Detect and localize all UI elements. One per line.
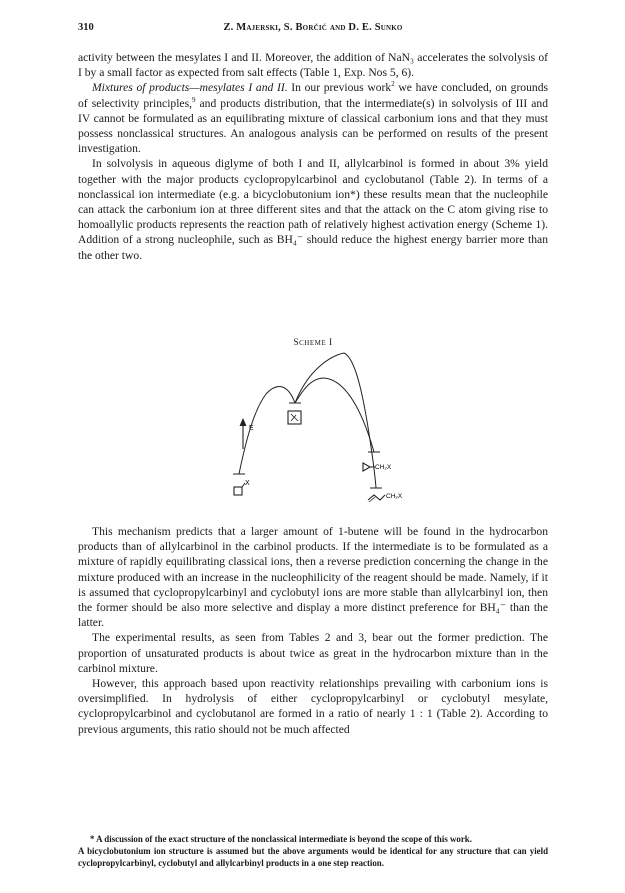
paragraph-2-text-c: and products distribution, that the intermediate(s) in solvolysis of III and IV cannot be formulated as an equilibrating mixture of classical carbonium ions and that they must possess nonclassical structures. An analogous analysis can be performed on results of the present investigation.	[78, 96, 548, 156]
energy-axis-label: E	[249, 425, 254, 432]
footnote-1: * A discussion of the exact structure of the nonclassical intermediate is beyond the scope of this work.	[90, 834, 472, 844]
footnotes	[78, 833, 548, 870]
barrier-curve-allylcarbinyl	[295, 353, 376, 488]
reference-2: 2	[391, 80, 395, 89]
page-number: 310	[78, 22, 94, 33]
section-heading: Mixtures of products—mesylates I and II.	[92, 81, 288, 95]
barrier-curve-cyclobutyl	[239, 387, 295, 474]
energy-axis-arrowhead	[240, 418, 247, 426]
paragraph-1: activity between the mesylates I and II. Moreover, the addition of NaN₃ accelerates the solvolysis of I by a small factor as expected from salt effects (Table 1, Exp. Nos 5, 6).	[78, 51, 548, 80]
paragraph-2	[78, 80, 548, 156]
footnote-2: A bicyclobutonium ion structure is assumed but the above arguments would be identical for any structure that can yield cyclopropylcarbinyl, cyclobutyl and allylcarbinyl products in a one step reaction.	[78, 846, 548, 869]
paragraph-3: In solvolysis in aqueous diglyme of both I and II, allylcarbinol is formed in about 3% yield together with the major products cyclopropylcarbinol and cyclobutanol (Table 2). In terms of a nonclassical ion intermediate (e.g. a bicyclobutonium ion*) these results mean that the nucleophile can attack the carbonium ion at three different sites and that the attack on the C atom giving rise to homoallylic products represents the reaction path of relatively highest activation energy (Scheme 1). Addition of a strong nucleophile, such as BH₄⁻ should reduce the highest energy barrier more than the other two.	[78, 157, 548, 262]
running-head: Z. Majerski, S. Borčić and D. E. Sunko	[223, 22, 403, 33]
reference-9: 9	[192, 95, 196, 104]
paragraph-2-text-b: we have concluded, on grounds of selectivity principles,	[78, 81, 548, 110]
paragraph-5: The experimental results, as seen from Tables 2 and 3, bear out the former prediction. The proportion of unsaturated products is about twice as great in the hydrocarbon mixture than in the carbinol mixture.	[78, 631, 548, 675]
barrier-curve-cyclopropylcarbinyl	[295, 378, 374, 452]
paragraph-4: This mechanism predicts that a larger amount of 1-butene will be found in the hydrocarbon products than of allylcarbinol in the carbinol products. If the intermediate is to be formulated as a mixture of rapidly equilibrating classical ions, then a reverse prediction concerning the change in the mixture produced with an increase in the nucleophilicity of the reagent should be made. Namely, if it is assumed that cyclopropylcarbinyl and cyclobutyl ions are more stable than allylcarbinyl ion, then the former should be also more selective and display a more distinct preference for BH₄⁻ than the latter.	[78, 525, 548, 630]
paragraph-6: However, this approach based upon reactivity relationships prevailing with carbonium ions is oversimplified. In hydrolysis of either cyclopropylcarbinyl or cyclobutyl mesylate, cyclopropylcarbinol and cyclobutanol are formed in a ratio of nearly 1 : 1 (Table 2). According to previous arguments, this ratio should not be much affected	[78, 677, 548, 736]
page-header	[78, 22, 548, 38]
cyclobutyl-substituent-label: X	[245, 480, 250, 487]
cyclopropylcarbinyl-substituent-label: CH₂X	[375, 464, 392, 471]
scheme-label: Scheme I	[293, 338, 333, 348]
paragraph-2-text-a: In our previous work	[287, 81, 392, 95]
allylcarbinyl-structure-icon	[368, 495, 385, 502]
energy-diagram	[200, 352, 460, 517]
body-text-top	[78, 50, 548, 263]
cyclobutyl-structure-icon	[234, 483, 245, 495]
bicyclobutonium-structure-icon	[288, 411, 301, 424]
body-text-bottom	[78, 524, 548, 737]
allylcarbinyl-substituent-label: CH₂X	[386, 493, 403, 500]
